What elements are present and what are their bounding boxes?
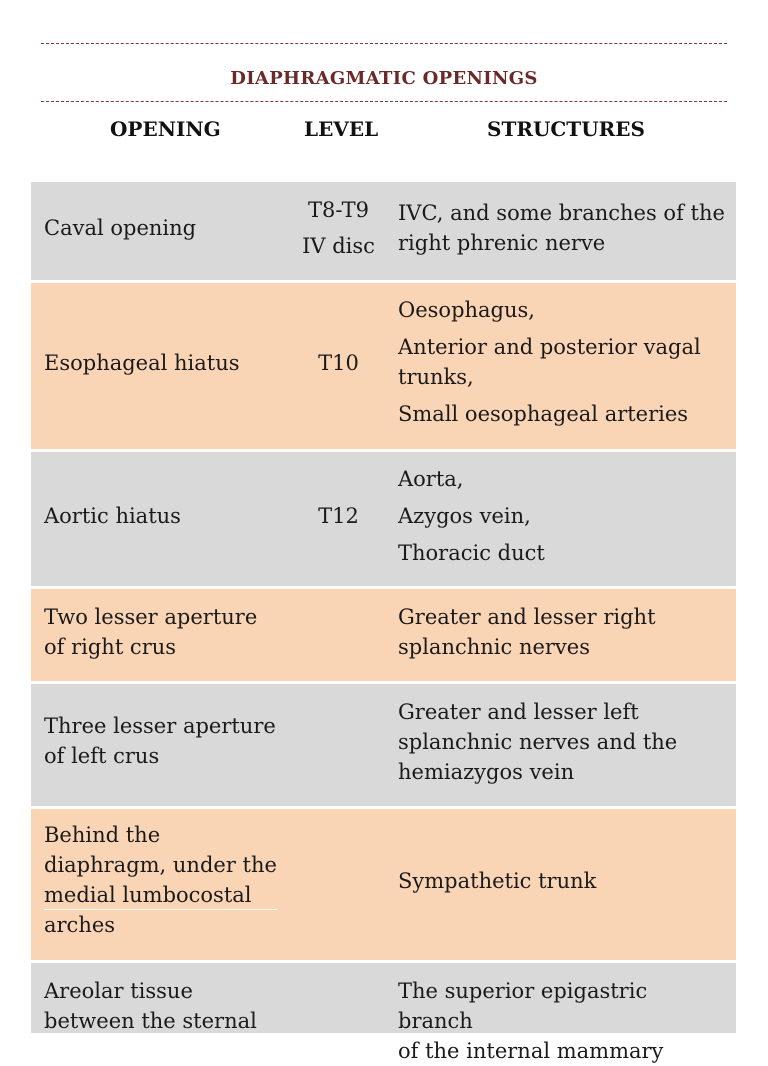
structure-text: IVC, and some branches of the (398, 201, 725, 225)
opening-text: Areolar tissue (44, 979, 193, 1003)
structure-text: Azygos vein, (398, 504, 531, 528)
structure-text: right phrenic nerve (398, 231, 606, 255)
column-header-structures: STRUCTURES (487, 117, 645, 141)
table-row (31, 182, 736, 280)
table-row (31, 283, 736, 449)
opening-text: medial lumbocostal (44, 883, 252, 907)
opening-text: arches (44, 913, 116, 937)
opening-text: Behind the (44, 823, 161, 847)
level-text: T12 (318, 504, 359, 528)
structure-text: hemiazygos vein (398, 760, 575, 784)
level-text: IV disc (302, 234, 375, 258)
level-cell (296, 345, 381, 381)
title-divider (41, 101, 727, 102)
opening-text: between the sternal (44, 1009, 257, 1033)
table-row (31, 589, 736, 681)
opening-text: Esophageal hiatus (44, 351, 240, 375)
opening-cell (44, 711, 284, 771)
opening-cell (44, 348, 284, 378)
opening-text: of right crus (44, 635, 177, 659)
structure-text: splanchnic nerves (398, 635, 591, 659)
structure-text: trunks, (398, 365, 474, 389)
table-row (31, 452, 736, 586)
opening-text: Aortic hiatus (44, 504, 181, 528)
structures-cell (398, 295, 728, 429)
structure-text: Oesophagus, (398, 298, 535, 322)
structures-cell (398, 602, 728, 662)
column-header-opening: OPENING (110, 117, 221, 141)
level-text: T8-T9 (307, 198, 370, 222)
opening-text: Caval opening (44, 216, 197, 240)
structures-cell (398, 697, 728, 787)
structure-text: of the internal mammary (398, 1039, 664, 1063)
level-text: T10 (318, 351, 359, 375)
structure-text: Greater and lesser right (398, 605, 656, 629)
structure-text: Sympathetic trunk (398, 869, 597, 893)
structure-text: Thoracic duct (398, 541, 545, 565)
cell-border (44, 879, 277, 910)
structure-text: splanchnic nerves and the (398, 730, 678, 754)
structure-text: Anterior and posterior vagal (398, 335, 701, 359)
level-cell (296, 192, 381, 264)
level-cell (296, 498, 381, 534)
structures-cell (398, 464, 728, 568)
opening-cell (44, 501, 284, 531)
opening-text: Three lesser aperture (44, 714, 276, 738)
structure-text: Small oesophageal arteries (398, 402, 689, 426)
top-divider (41, 43, 727, 44)
column-header-level: LEVEL (304, 117, 379, 141)
opening-cell (44, 213, 284, 243)
table-row (31, 963, 736, 1063)
structures-cell (398, 198, 728, 258)
table-row (31, 684, 736, 806)
opening-text: of left crus (44, 744, 160, 768)
structures-cell (398, 866, 728, 896)
document-title: DIAPHRAGMATIC OPENINGS (230, 68, 538, 89)
opening-text: Two lesser aperture (44, 605, 258, 629)
opening-cell (44, 602, 284, 662)
structure-text: The superior epigastric branch (398, 979, 648, 1033)
opening-cell (44, 976, 284, 1036)
structures-cell (398, 976, 728, 1066)
structure-text: Greater and lesser left (398, 700, 639, 724)
table-row (31, 809, 736, 960)
opening-text: diaphragm, under the (44, 853, 277, 877)
structure-text: Aorta, (398, 467, 464, 491)
